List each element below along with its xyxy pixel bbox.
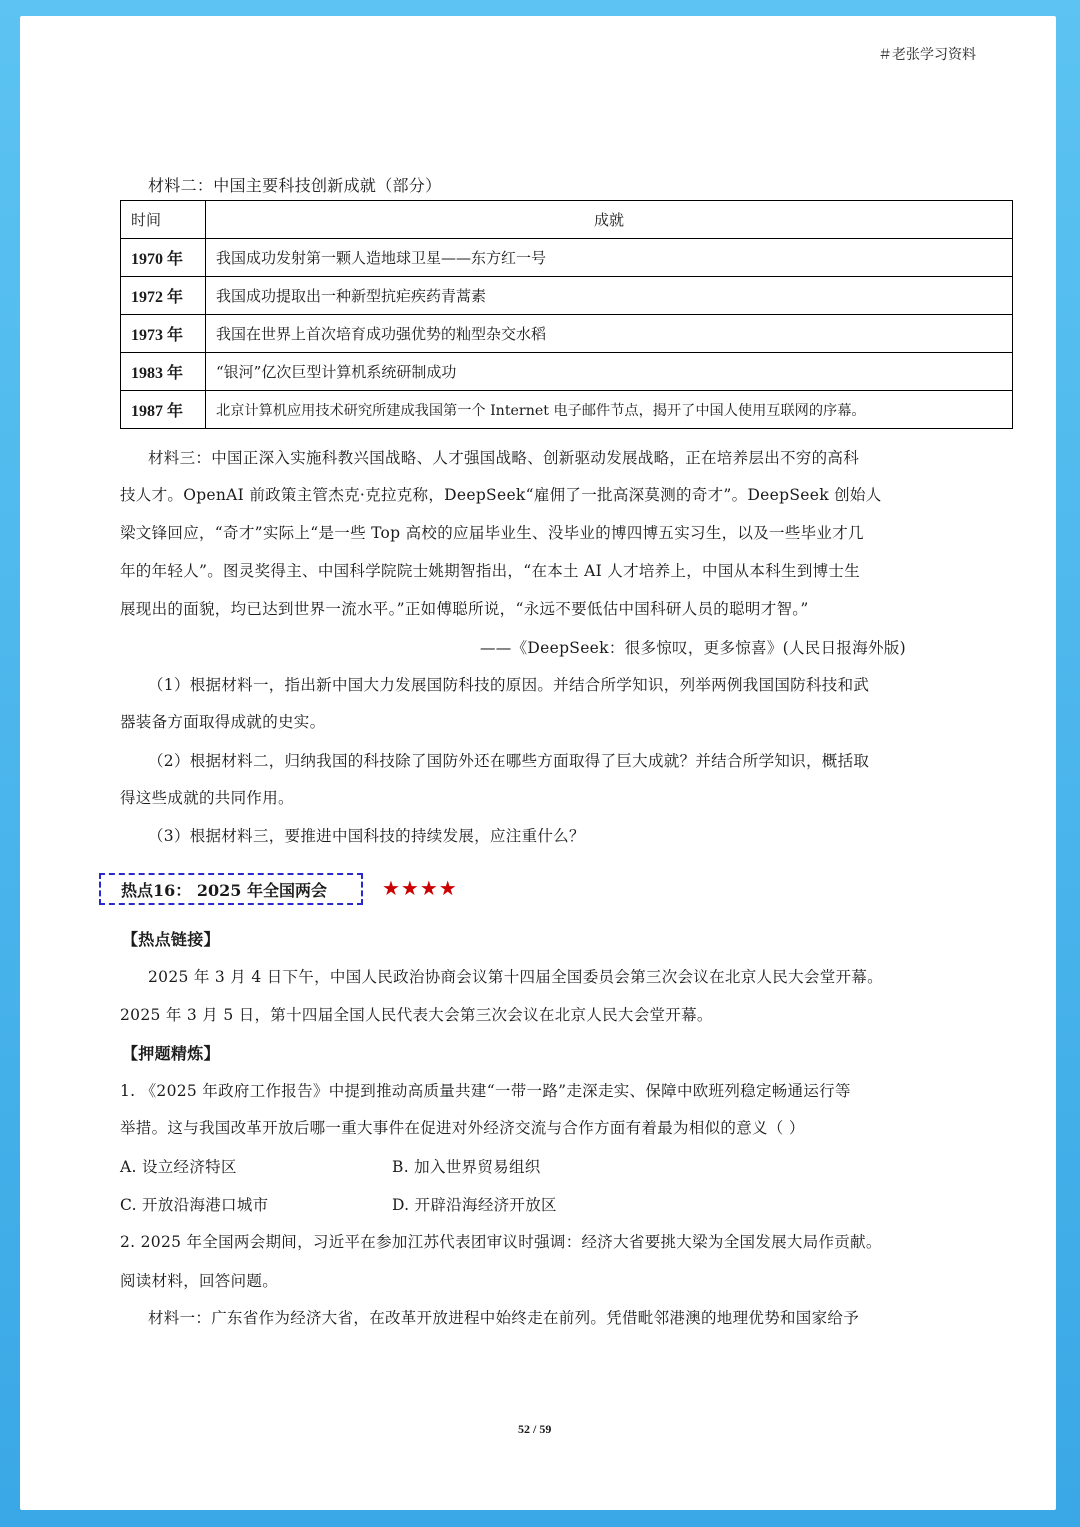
achievement-cell: 我国成功提取出一种新型抗疟疾药青蒿素 (206, 277, 1013, 315)
option-c: C. 开放沿海港口城市 (120, 1196, 269, 1214)
material3-line: 展现出的面貌，均已达到世界一流水平。”正如傅聪所说，“永远不要低估中国科研人员的聪明才智。” (120, 600, 809, 618)
question-1-line1: （1）根据材料一，指出新中国大力发展国防科技的原因。并结合所学知识，列举两例我国国防科技和武 (148, 676, 870, 694)
year-cell: 1987 年 (121, 391, 206, 429)
hot-link-line: 2025 年 3 月 4 日下午，中国人民政治协商会议第十四届全国委员会第三次会议在北京人民大会堂开幕。 (148, 968, 883, 986)
material2-title: 材料二：中国主要科技创新成就（部分） (148, 176, 442, 195)
header-achievement: 成就 (206, 201, 1013, 239)
achievement-cell: 我国在世界上首次培育成功强优势的籼型杂交水稻 (206, 315, 1013, 353)
year-cell: 1972 年 (121, 277, 206, 315)
q2-material1: 材料一：广东省作为经济大省，在改革开放进程中始终走在前列。凭借毗邻港澳的地理优势和国家给予 (148, 1309, 860, 1327)
hot-link-line: 2025 年 3 月 5 日，第十四届全国人民代表大会第三次会议在北京人民大会堂开幕。 (120, 1006, 713, 1024)
header-time: 时间 (121, 201, 206, 239)
question-1-line2: 器装备方面取得成就的史实。 (120, 713, 326, 731)
question-3: （3）根据材料三，要推进中国科技的持续发展，应注重什么？ (148, 827, 585, 845)
year-cell: 1970 年 (121, 239, 206, 277)
achievement-cell: 我国成功发射第一颗人造地球卫星——东方红一号 (206, 239, 1013, 277)
q2-line2: 阅读材料，回答问题。 (120, 1272, 279, 1290)
table-row (121, 239, 1013, 277)
mcq-1-line2: 举措。这与我国改革开放后哪一重大事件在促进对外经济交流与合作方面有着最为相似的意义（ ） (120, 1119, 805, 1137)
table-row (121, 315, 1013, 353)
achievement-cell: 北京计算机应用技术研究所建成我国第一个 Internet 电子邮件节点，揭开了中国人使用互联网的序幕。 (206, 391, 1013, 429)
achievements-table (120, 200, 1013, 429)
question-2-line1: （2）根据材料二，归纳我国的科技除了国防外还在哪些方面取得了巨大成就？并结合所学知识，概括取 (148, 752, 870, 770)
hotspot-title: 热点16： 2025 年全国两会 (121, 880, 327, 900)
option-b: B. 加入世界贸易组织 (392, 1158, 541, 1176)
q2-line1: 2. 2025 年全国两会期间，习近平在参加江苏代表团审议时强调：经济大省要挑大梁为全国发展大局作贡献。 (120, 1233, 882, 1251)
option-a: A. 设立经济特区 (120, 1158, 237, 1176)
material3-line: 技人才。OpenAI 前政策主管杰克·克拉克称，DeepSeek“雇佣了一批高深莫测的奇才”。DeepSeek 创始人 (120, 486, 882, 504)
year-cell: 1973 年 (121, 315, 206, 353)
table-row (121, 277, 1013, 315)
year-cell: 1983 年 (121, 353, 206, 391)
table-row (121, 353, 1013, 391)
table-row (121, 391, 1013, 429)
option-d: D. 开辟沿海经济开放区 (392, 1196, 557, 1214)
material3-line: 梁文锋回应，“奇才”实际上“是一些 Top 高校的应届毕业生、没毕业的博四博五实习生，以及一些毕业才几 (120, 524, 864, 542)
achievement-cell: “银河”亿次巨型计算机系统研制成功 (206, 353, 1013, 391)
question-2-line2: 得这些成就的共同作用。 (120, 789, 294, 807)
rating-stars: ★★★★ (382, 876, 458, 900)
material3-line: 年的年轻人”。图灵奖得主、中国科学院院士姚期智指出，“在本土 AI 人才培养上，中国从本科生到博士生 (120, 562, 861, 580)
hot-link-heading: 【热点链接】 (122, 930, 220, 949)
watermark: ＃老张学习资料 (878, 47, 976, 63)
mcq-1-line1: 1. 《2025 年政府工作报告》中提到推动高质量共建“一带一路”走深走实、保障中欧班列稳定畅通运行等 (120, 1082, 851, 1100)
practice-heading: 【押题精炼】 (122, 1044, 220, 1063)
page-number: 52 / 59 (518, 1422, 552, 1436)
material3-line: 材料三：中国正深入实施科教兴国战略、人才强国战略、创新驱动发展战略，正在培养层出不穷的高科 (148, 449, 860, 467)
table-header-row (121, 201, 1013, 239)
material3-source: ——《DeepSeek：很多惊叹，更多惊喜》(人民日报海外版) (480, 639, 906, 657)
hotspot-title-box (99, 873, 363, 905)
